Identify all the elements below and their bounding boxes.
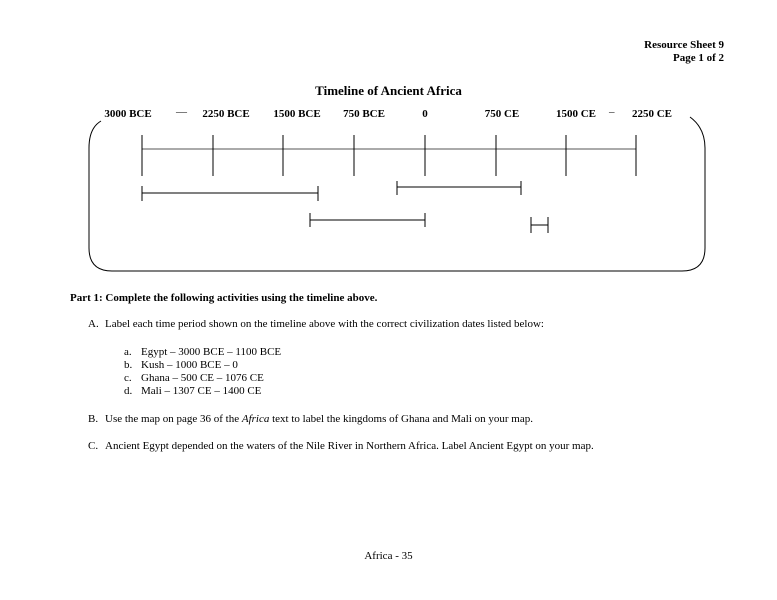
activity-a-text: Label each time period shown on the timeline above with the correct civilization dates listed below:: [105, 318, 544, 330]
activity-b-letter: B.: [88, 413, 99, 425]
tick-dash-right: –: [609, 106, 615, 118]
tick-label-750bce: 750 BCE: [343, 108, 385, 120]
page-number-label: Page 1 of 2: [672, 52, 724, 64]
activity-b-book-title: Africa: [241, 413, 270, 425]
period-bar-2: [397, 181, 521, 195]
list-item-kush: [124, 359, 238, 371]
part1-heading: Part 1: Complete the following activities using the timeline above.: [70, 292, 378, 304]
list-text: Ghana – 500 CE – 1076 CE: [141, 372, 264, 384]
list-text: Egypt – 3000 BCE – 1100 BCE: [141, 346, 282, 358]
activity-b-text: [105, 413, 533, 425]
period-bar-1: [142, 186, 318, 201]
tick-label-3000bce: 3000 BCE: [104, 108, 152, 120]
tick-label-2250ce: 2250 CE: [631, 108, 673, 120]
activity-b-text-before: Use the map on page 36 of the: [105, 413, 242, 425]
list-text: Kush – 1000 BCE – 0: [141, 359, 238, 371]
list-item-egypt: [124, 346, 281, 358]
list-letter: d.: [124, 385, 133, 397]
period-bar-4: [531, 217, 548, 233]
activity-a-letter: A.: [88, 318, 99, 330]
tick-label-750ce: 750 CE: [484, 108, 520, 120]
tick-dash-left: —: [176, 106, 187, 118]
activity-b-text-after: text to label the kingdoms of Ghana and Mali on your map.: [269, 413, 533, 425]
period-bar-3: [310, 213, 425, 227]
page-footer: Africa - 35: [364, 550, 413, 562]
activity-c-letter: C.: [88, 440, 99, 452]
list-letter: b.: [124, 359, 133, 371]
tick-label-1500ce: 1500 CE: [555, 108, 597, 120]
tick-label-1500bce: 1500 BCE: [273, 108, 321, 120]
tick-label-2250bce: 2250 BCE: [202, 108, 250, 120]
activity-c-text: Ancient Egypt depended on the waters of the Nile River in Northern Africa. Label Ancient Egypt on your map.: [105, 440, 594, 452]
list-item-mali: [124, 385, 261, 397]
list-letter: a.: [124, 346, 132, 358]
list-item-ghana: [124, 372, 264, 384]
list-letter: c.: [124, 372, 132, 384]
resource-sheet-label: Resource Sheet 9: [644, 39, 724, 51]
list-text: Mali – 1307 CE – 1400 CE: [141, 385, 262, 397]
tick-label-0: 0: [422, 108, 428, 120]
timeline-title: Timeline of Ancient Africa: [315, 83, 462, 98]
